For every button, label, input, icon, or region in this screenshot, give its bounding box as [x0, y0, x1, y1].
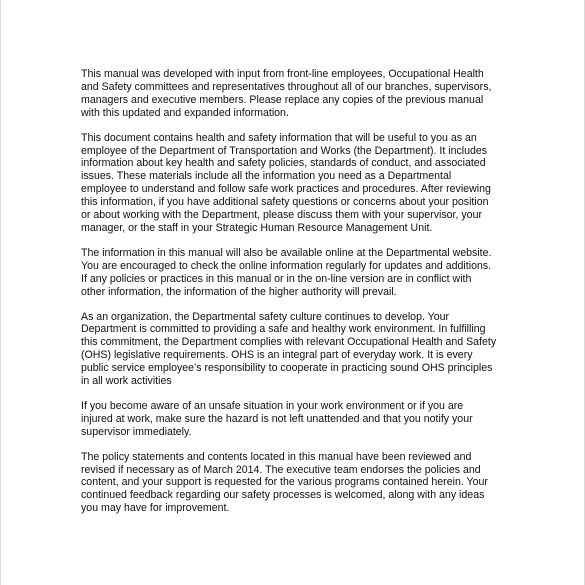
paragraph-policy-review: The policy statements and contents located in this manual have been reviewed and revised if necessary as of March 2014. The executive team endorses the policies and content, and your support is requested for the various programs contained herein. Your continued feedback regarding our safety processes is welcomed, along with any ideas you may have for improvement. [81, 450, 488, 515]
document-body [81, 68, 521, 527]
paragraph-safety-culture: As an organization, the Departmental safety culture continues to develop. Your Department is committed to providing a safe and healthy work environment. In fulfilling this commitment, the Department complies with relevant Occupational Health and Safety (OHS) legislative requirements. OHS is an integral part of everyday work. It is every public service employee’s responsibility to cooperate in practicing sound OHS principles in all work activities [81, 310, 497, 388]
paragraph-online-availability: The information in this manual will also be available online at the Departmental website. You are encouraged to check the online information regularly for updates and additions. If any policies or practices in this manual or in the on-line version are in conflict with other information, the information of the higher authority will prevail. [81, 246, 492, 298]
paragraph-document-contents: This document contains health and safety information that will be useful to you as an employee of the Department of Transportation and Works (the Department). It includes information about key health and safety policies, standards of conduct, and associated issues. These materials include all the information you need as a Departmental employee to understand and follow safe work practices and procedures. After reviewing this information, if you have additional safety questions or concerns about your position or about working with the Department, please discuss them with your supervisor, your manager, or the staff in your Strategic Human Resource Management Unit. [81, 131, 491, 234]
paragraph-manual-development: This manual was developed with input from front-line employees, Occupational Health and Safety committees and representatives throughout all of our branches, supervisors, managers and executive members. Please replace any copies of the previous manual with this updated and expanded information. [81, 68, 492, 119]
paragraph-unsafe-situation: If you become aware of an unsafe situation in your work environment or if you are injured at work, make sure the hazard is not left unattended and that you notify your supervisor immediately. [81, 399, 473, 438]
